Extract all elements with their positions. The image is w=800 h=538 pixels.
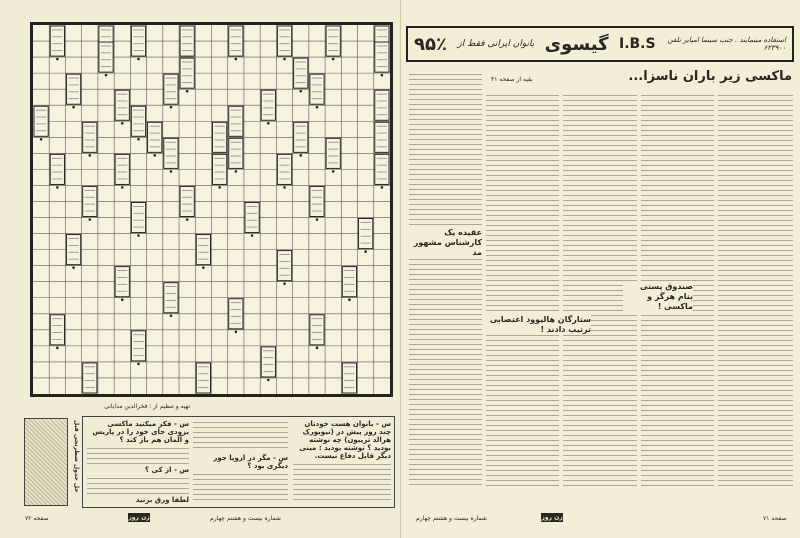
clue-cell (131, 106, 145, 140)
clue-cell (180, 58, 194, 92)
puzzle-side-label: حل جدول شطرنجی قبل (73, 420, 80, 493)
arrow-icon (235, 170, 238, 173)
clue-cell (34, 106, 48, 140)
crossword-grid[interactable] (30, 22, 393, 397)
arrow-icon (283, 58, 286, 61)
clue-cell (326, 138, 340, 172)
arrow-icon (121, 186, 124, 189)
clue-cell (50, 26, 64, 60)
arrow-icon (72, 266, 75, 269)
arrow-icon (186, 218, 189, 221)
clue-cell (342, 363, 356, 394)
clue-cell (196, 235, 210, 269)
arrow-icon (121, 122, 124, 125)
arrow-icon (332, 170, 335, 173)
arrow-icon (137, 363, 140, 366)
continue-label[interactable]: لطفا ورق بزنید (135, 496, 189, 504)
clue-cell (277, 154, 291, 188)
clue-cell (164, 138, 178, 172)
page-number: صفحه ۷۲ (25, 515, 49, 522)
arrow-icon (283, 282, 286, 285)
arrow-icon (56, 347, 59, 350)
arrow-icon (89, 154, 92, 157)
clue-cell (50, 315, 64, 349)
clue-cell (180, 186, 194, 220)
ad-percent: ۹۵٪ (414, 33, 448, 55)
arrow-icon (89, 218, 92, 221)
arrow-icon (267, 122, 270, 125)
arrow-icon (153, 154, 156, 157)
ibs-advertisement (406, 26, 794, 62)
interview-column (193, 420, 288, 504)
arrow-icon (332, 58, 335, 61)
issue-label: شماره بیست و هشتم چهارم (416, 515, 487, 522)
interview-question: س - مگر در اروپا جور دیگری بود ؟ (213, 454, 288, 470)
arrow-icon (348, 298, 351, 301)
clue-cell (148, 122, 162, 156)
clue-cell (326, 26, 340, 60)
clue-cell (115, 90, 129, 124)
arrow-icon (72, 106, 75, 109)
clue-cell (245, 202, 259, 236)
article-title: ماکسی زیر باران ناسزا... (628, 69, 792, 84)
subhead: صندوق پستی بنام هرگز و ماکسی ! (623, 282, 693, 312)
clue-cell (229, 106, 243, 140)
clue-cell (131, 26, 145, 60)
arrow-icon (137, 138, 140, 141)
clue-cell (261, 347, 275, 381)
arrow-icon (105, 74, 108, 77)
clue-cell (229, 26, 243, 60)
arrow-icon (381, 186, 384, 189)
clue-cell (310, 186, 324, 220)
arrow-icon (235, 58, 238, 61)
interview-answer (193, 420, 288, 452)
ad-brand-latin: I.B.S (618, 36, 656, 52)
previous-puzzle-solution (24, 418, 68, 506)
clue-cell (212, 154, 226, 188)
clue-cell (164, 283, 178, 317)
arrow-icon (299, 154, 302, 157)
interview-question: س - فکر میکنید ماکسی بزودی جای خود را در پاریس و آلمان هم باز کند ؟ (92, 420, 189, 444)
interview-answer (193, 472, 288, 504)
arrow-icon (283, 186, 286, 189)
arrow-icon (202, 266, 205, 269)
ad-contact: استفاده مینمایند . جنب سینما امپایر تلفن ۶۲۳۹۰۰ (667, 36, 786, 52)
arrow-icon (235, 331, 238, 334)
clue-cell (83, 363, 97, 394)
continued-from: بقیه از صفحه ۴۱ (491, 76, 533, 83)
clue-cell (99, 42, 113, 76)
clue-cell (310, 315, 324, 349)
subhead: ستارگان هالیوود اعتصابی ترتیب دادند ! (486, 315, 591, 335)
arrow-icon (299, 90, 302, 93)
arrow-icon (381, 74, 384, 77)
clue-cell (375, 154, 389, 188)
clue-cell (229, 138, 243, 172)
clue-cell (375, 42, 389, 76)
clue-cell (131, 202, 145, 236)
right-page (400, 0, 800, 538)
interview-question: س - بانوان هست خودتان چند روز پیش در (نیویورک هرالد تریبون) چه نوشته بودید ؟ نوشته بودید : مینی دیگر قابل دفاع نیست. (299, 420, 391, 460)
arrow-icon (267, 379, 270, 382)
arrow-icon (170, 106, 173, 109)
interview-answer (87, 446, 189, 464)
clue-cell (115, 154, 129, 188)
clue-cell (50, 154, 64, 188)
clue-cell (359, 219, 373, 253)
interview-answer (87, 476, 189, 494)
arrow-icon (137, 58, 140, 61)
arrow-icon (316, 218, 319, 221)
ad-text: بانوان ایرانی فقط از (457, 39, 535, 49)
arrow-icon (170, 170, 173, 173)
clue-cell (83, 186, 97, 220)
interview-column (293, 420, 391, 504)
clue-cell (66, 235, 80, 269)
arrow-icon (121, 298, 124, 301)
clue-cell (83, 122, 97, 156)
crossword-credit: تهیه و تنظیم از : فخرالدین مدایانی (104, 403, 190, 410)
clue-cell (115, 267, 129, 301)
article-column (409, 72, 482, 487)
arrow-icon (56, 58, 59, 61)
arrow-icon (316, 106, 319, 109)
clue-cell (196, 363, 210, 394)
ad-brand: گیسوی (544, 33, 609, 55)
interview-question: س - از کی ؟ (145, 466, 189, 474)
clue-cell (294, 58, 308, 92)
arrow-icon (251, 234, 254, 237)
page-number: صفحه ۷۱ (763, 515, 787, 522)
arrow-icon (56, 186, 59, 189)
magazine-logo: زن روز (541, 514, 563, 521)
clue-cell (342, 267, 356, 301)
arrow-icon (170, 314, 173, 317)
clue-cell (180, 26, 194, 60)
clue-cell (66, 74, 80, 108)
clue-cell (277, 251, 291, 285)
clue-cell (261, 90, 275, 124)
clue-cell (375, 122, 389, 156)
magazine-logo: زن روز (128, 514, 150, 521)
clue-cell (375, 90, 389, 124)
clue-cell (164, 74, 178, 108)
arrow-icon (218, 186, 221, 189)
article-column (486, 93, 559, 487)
clue-cell (277, 26, 291, 60)
interview-box (82, 416, 395, 508)
arrow-icon (186, 90, 189, 93)
arrow-icon (40, 138, 43, 141)
arrow-icon (364, 250, 367, 253)
article-column (718, 93, 793, 487)
interview-answer (293, 462, 391, 504)
clue-cell (229, 299, 243, 333)
issue-label: شماره بیست و هشتم چهارم (210, 515, 281, 522)
arrow-icon (316, 347, 319, 350)
clue-cell (294, 122, 308, 156)
clue-cell (131, 331, 145, 365)
interview-column (87, 420, 189, 504)
clue-cell (310, 74, 324, 108)
arrow-icon (137, 234, 140, 237)
clue-cell (212, 122, 226, 156)
subhead: عقیده یک کارشناس مشهور مد (409, 228, 482, 258)
